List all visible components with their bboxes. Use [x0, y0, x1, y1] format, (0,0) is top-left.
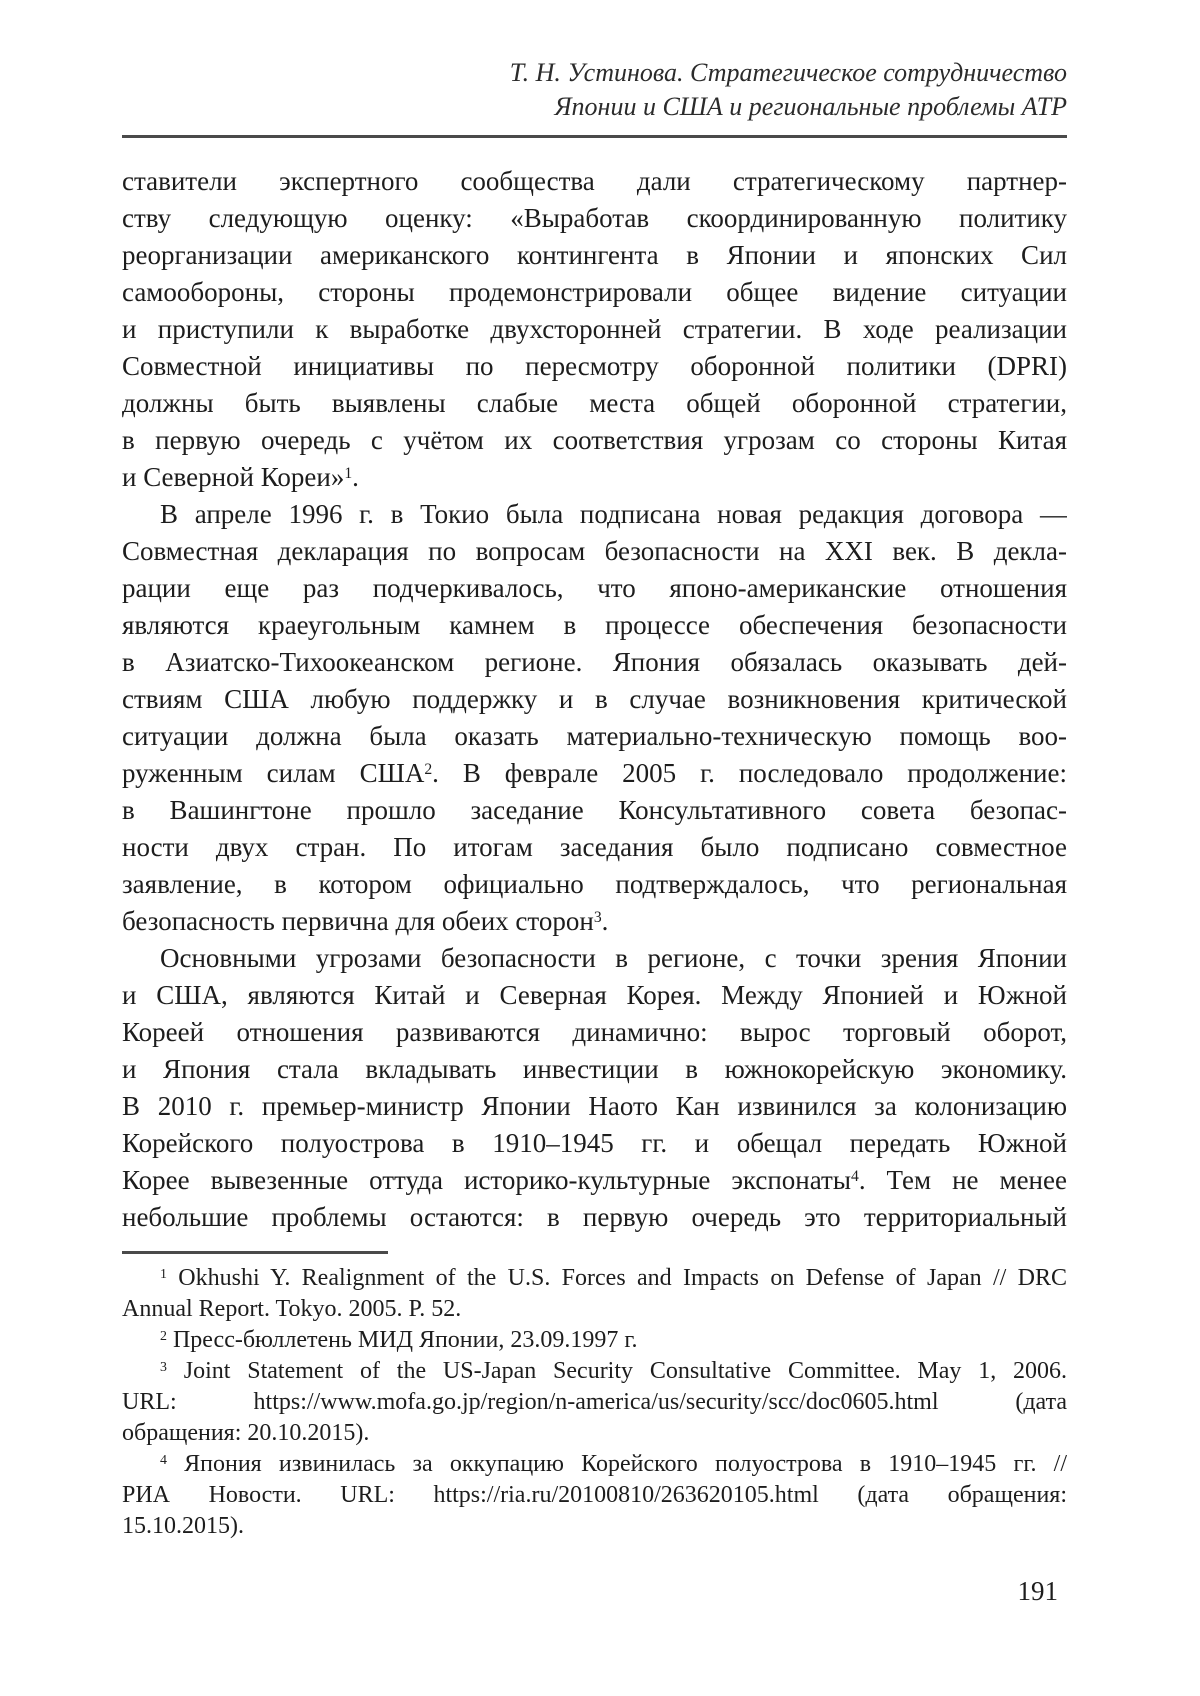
- footnote-marker: 4: [850, 1168, 859, 1186]
- body-paragraph: [122, 496, 1067, 940]
- footnotes: [122, 1263, 1067, 1542]
- text-line: должны быть выявлены слабые места общей оборонной стратегии,: [122, 388, 1067, 418]
- text-line: Корейского полуострова в 1910–1945 гг. и обещал передать Южной: [122, 1128, 1067, 1158]
- footnote-separator: [122, 1251, 388, 1254]
- text-line: URL: https://www.mofa.go.jp/region/n-america/us/security/scc/doc0605.html (дата: [122, 1389, 1067, 1415]
- text-line: Корее вывезенные оттуда историко-культурные экспонаты$^4$. Тем не менее: [122, 1165, 1067, 1195]
- footnote-marker: 4: [160, 1453, 167, 1469]
- text-line: Совместная декларация по вопросам безопасности на XXI век. В декла-: [122, 536, 1067, 566]
- text-line: $^3$ Joint Statement of the US-Japan Security Consultative Committee. May 1, 2006.: [160, 1358, 1067, 1384]
- footnote-marker: 2: [160, 1329, 167, 1345]
- page-number: 191: [1017, 1576, 1058, 1606]
- text-line: Annual Report. Tokyo. 2005. P. 52.: [122, 1296, 462, 1322]
- text-line: ставители экспертного сообщества дали стратегическому партнер-: [122, 166, 1067, 196]
- footnote-item: [122, 1325, 1067, 1356]
- footnote-marker: 2: [424, 761, 433, 779]
- running-head: [122, 56, 1067, 124]
- text-line: ствиям США любую поддержку и в случае возникновения критической: [122, 684, 1067, 714]
- text-line: Совместной инициативы по пересмотру оборонной политики (DPRI): [122, 351, 1067, 381]
- footnote-marker: 1: [160, 1267, 167, 1283]
- text-line: обращения: 20.10.2015).: [122, 1420, 370, 1446]
- text-line: и приступили к выработке двухсторонней стратегии. В ходе реализации: [122, 314, 1067, 344]
- text-line: руженным силам США$^2$. В феврале 2005 г. последовало продолжение:: [122, 758, 1067, 788]
- text-line: в Вашингтоне прошло заседание Консультативного совета безопас-: [122, 795, 1067, 825]
- text-line: самообороны, стороны продемонстрировали общее видение ситуации: [122, 277, 1067, 307]
- text-line: ству следующую оценку: «Выработав скоординированную политику: [122, 203, 1067, 233]
- text-line: в Азиатско-Тихоокеанском регионе. Япония обязалась оказывать дей-: [122, 647, 1067, 677]
- footnote-item: [122, 1263, 1067, 1325]
- text-line: 15.10.2015).: [122, 1513, 244, 1539]
- footnote-item: [122, 1356, 1067, 1449]
- text-line: реорганизации американского контингента в Японии и японских Сил: [122, 240, 1067, 270]
- text-line: $^4$ Япония извинилась за оккупацию Корейского полуострова в 1910–1945 гг. //: [160, 1451, 1067, 1477]
- text-line: и США, являются Китай и Северная Корея. Между Японией и Южной: [122, 980, 1067, 1010]
- header-rule: [122, 135, 1067, 138]
- text-line: $^2$ Пресс-бюллетень МИД Японии, 23.09.1997 г.: [160, 1327, 638, 1353]
- text-line: небольшие проблемы остаются: в первую очередь это территориальный: [122, 1202, 1067, 1232]
- text-line: Основными угрозами безопасности в регионе, с точки зрения Японии: [160, 943, 1067, 973]
- body-text: [122, 163, 1067, 1236]
- footnote-marker: 1: [344, 465, 353, 483]
- text-line: и Северной Кореи»$^1$.: [122, 462, 359, 492]
- footnote-marker: 3: [593, 909, 602, 927]
- text-line: и Япония стала вкладывать инвестиции в южнокорейскую экономику.: [122, 1054, 1067, 1084]
- footnote-item: [122, 1449, 1067, 1542]
- text-line: ности двух стран. По итогам заседания было подписано совместное: [122, 832, 1067, 862]
- text-line: заявление, в котором официально подтверждалось, что региональная: [122, 869, 1067, 899]
- text-line: в первую очередь с учётом их соответствия угрозам со стороны Китая: [122, 425, 1067, 455]
- text-line: В 2010 г. премьер-министр Японии Наото Кан извинился за колонизацию: [122, 1091, 1067, 1121]
- text-line: $^1$ Okhushi Y. Realignment of the U.S. Forces and Impacts on Defense of Japan // DRC: [160, 1265, 1067, 1291]
- text-line: В апреле 1996 г. в Токио была подписана новая редакция договора —: [160, 499, 1067, 529]
- text-line: рации еще раз подчеркивалось, что японо-американские отношения: [122, 573, 1067, 603]
- text-line: Кореей отношения развиваются динамично: вырос торговый оборот,: [122, 1017, 1067, 1047]
- footnote-marker: 3: [160, 1360, 167, 1376]
- running-head-line-2: Японии и США и региональные проблемы АТР: [554, 92, 1067, 121]
- text-line: РИА Новости. URL: https://ria.ru/20100810/263620105.html (дата обращения:: [122, 1482, 1067, 1508]
- running-head-line-1: Т. Н. Устинова. Стратегическое сотрудничество: [509, 58, 1067, 87]
- body-paragraph: [122, 940, 1067, 1236]
- page-content: [122, 0, 1067, 1608]
- text-line: безопасность первична для обеих сторон$^3$.: [122, 906, 609, 936]
- text-line: являются краеугольным камнем в процессе обеспечения безопасности: [122, 610, 1067, 640]
- body-paragraph: [122, 163, 1067, 496]
- text-line: ситуации должна была оказать материально-техническую помощь воо-: [122, 721, 1067, 751]
